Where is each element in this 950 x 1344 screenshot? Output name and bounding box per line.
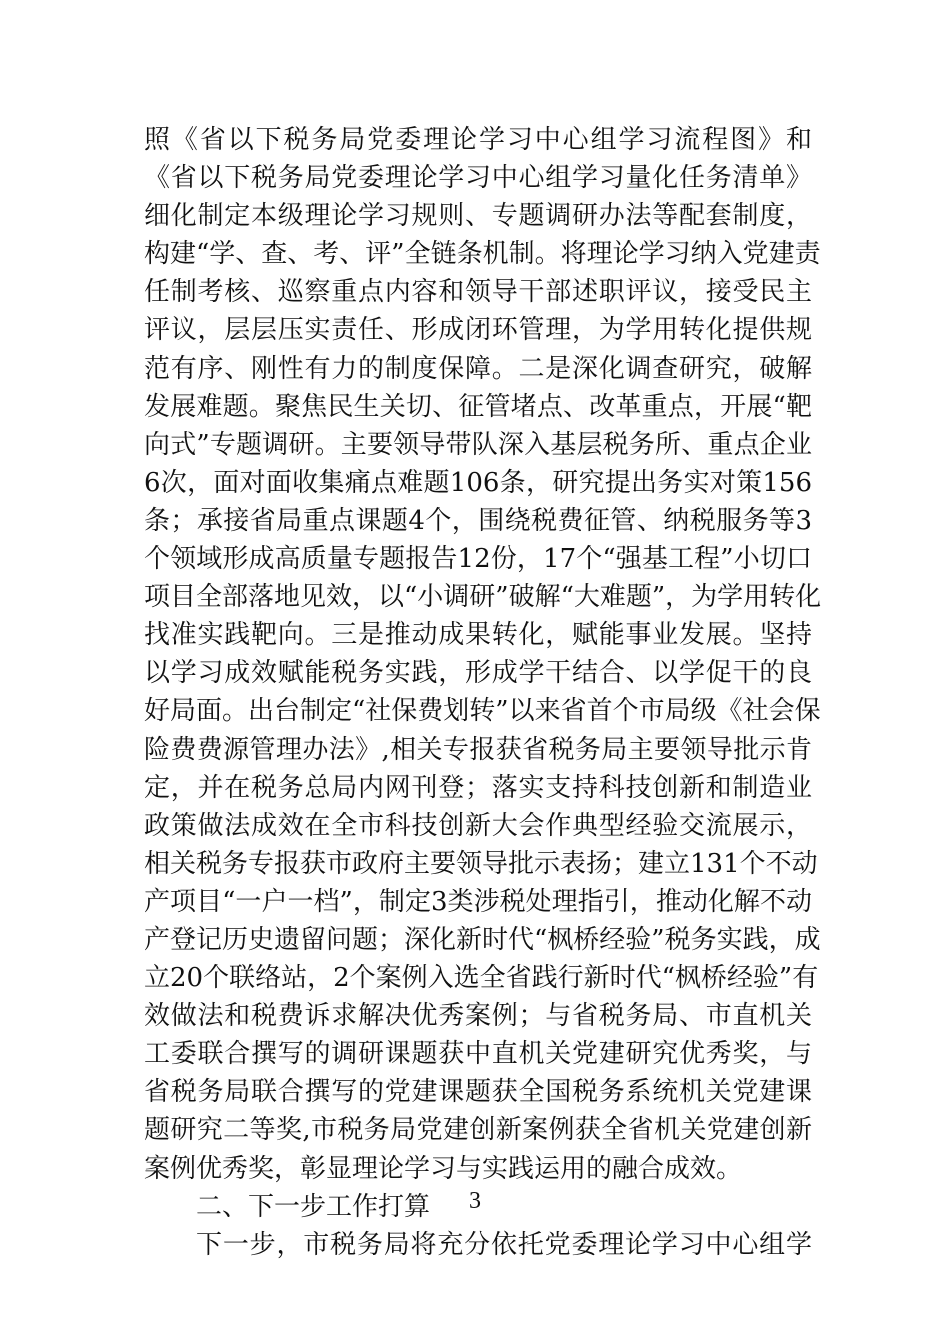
text-line: 产登记历史遗留问题；深化新时代“枫桥经验”税务实践，成 xyxy=(144,924,821,955)
text-line: 个领域形成高质量专题报告12份，17个“强基工程”小切口 xyxy=(144,544,812,575)
text-line: 照《省以下税务局党委理论学习中心组学习流程图》和 xyxy=(144,125,812,155)
page-number: 3 xyxy=(469,1188,481,1214)
paragraph-start-line: 下一步，市税务局将充分依托党委理论学习中心组学 xyxy=(196,1229,812,1260)
text-line: 《省以下税务局党委理论学习中心组学习量化任务清单》 xyxy=(144,163,812,194)
text-line: 立20个联络站，2个案例入选全省践行新时代“枫桥经验”有 xyxy=(144,963,819,994)
text-line: 发展难题。聚焦民生关切、征管堵点、改革重点，开展“靶 xyxy=(144,391,812,422)
text-line: 构建“学、查、考、评”全链条机制。将理论学习纳入党建责 xyxy=(144,239,821,270)
text-line: 项目全部落地见效，以“小调研”破解“大难题”，为学用转化 xyxy=(144,582,822,613)
text-line: 范有序、刚性有力的制度保障。二是深化调查研究，破解 xyxy=(144,353,812,384)
section-heading: 二、下一步工作打算 xyxy=(196,1191,431,1222)
text-line: 政策做法成效在全市科技创新大会作典型经验交流展示， xyxy=(144,810,812,841)
text-line: 工委联合撰写的调研课题获中直机关党建研究优秀奖，与 xyxy=(144,1039,812,1070)
text-line: 好局面。出台制定“社保费划转”以来省首个市局级《社会保 xyxy=(144,696,821,727)
text-line: 相关税务专报获市政府主要领导批示表扬；建立131个不动 xyxy=(144,848,818,879)
text-line: 产项目“一户一档”，制定3类涉税处理指引，推动化解不动 xyxy=(144,886,812,917)
text-line: 评议，层层压实责任、形成闭环管理，为学用转化提供规 xyxy=(144,315,812,346)
text-line: 以学习成效赋能税务实践，形成学干结合、以学促干的良 xyxy=(144,658,812,689)
text-line: 效做法和税费诉求解决优秀案例；与省税务局、市直机关 xyxy=(144,1001,812,1032)
body-text xyxy=(144,121,822,1264)
text-line: 找准实践靶向。三是推动成果转化，赋能事业发展。坚持 xyxy=(144,620,812,651)
text-line: 险费费源管理办法》,相关专报获省税务局主要领导批示肯 xyxy=(144,734,812,765)
paragraph-end-line: 案例优秀奖，彰显理论学习与实践运用的融合成效。 xyxy=(144,1153,743,1184)
text-line: 省税务局联合撰写的党建课题获全国税务系统机关党建课 xyxy=(144,1077,812,1108)
text-line: 细化制定本级理论学习规则、专题调研办法等配套制度， xyxy=(144,201,812,232)
text-line: 条；承接省局重点课题4个，围绕税费征管、纳税服务等3 xyxy=(144,505,812,536)
text-line: 6次，面对面收集痛点难题106条，研究提出务实对策156 xyxy=(144,467,812,498)
text-line: 向式”专题调研。主要领导带队深入基层税务所、重点企业 xyxy=(144,429,812,460)
text-line: 题研究二等奖,市税务局党建创新案例获全省机关党建创新 xyxy=(144,1115,812,1146)
text-line: 任制考核、巡察重点内容和领导干部述职评议，接受民主 xyxy=(144,277,812,308)
text-line: 定，并在税务总局内网刊登；落实支持科技创新和制造业 xyxy=(144,772,812,803)
